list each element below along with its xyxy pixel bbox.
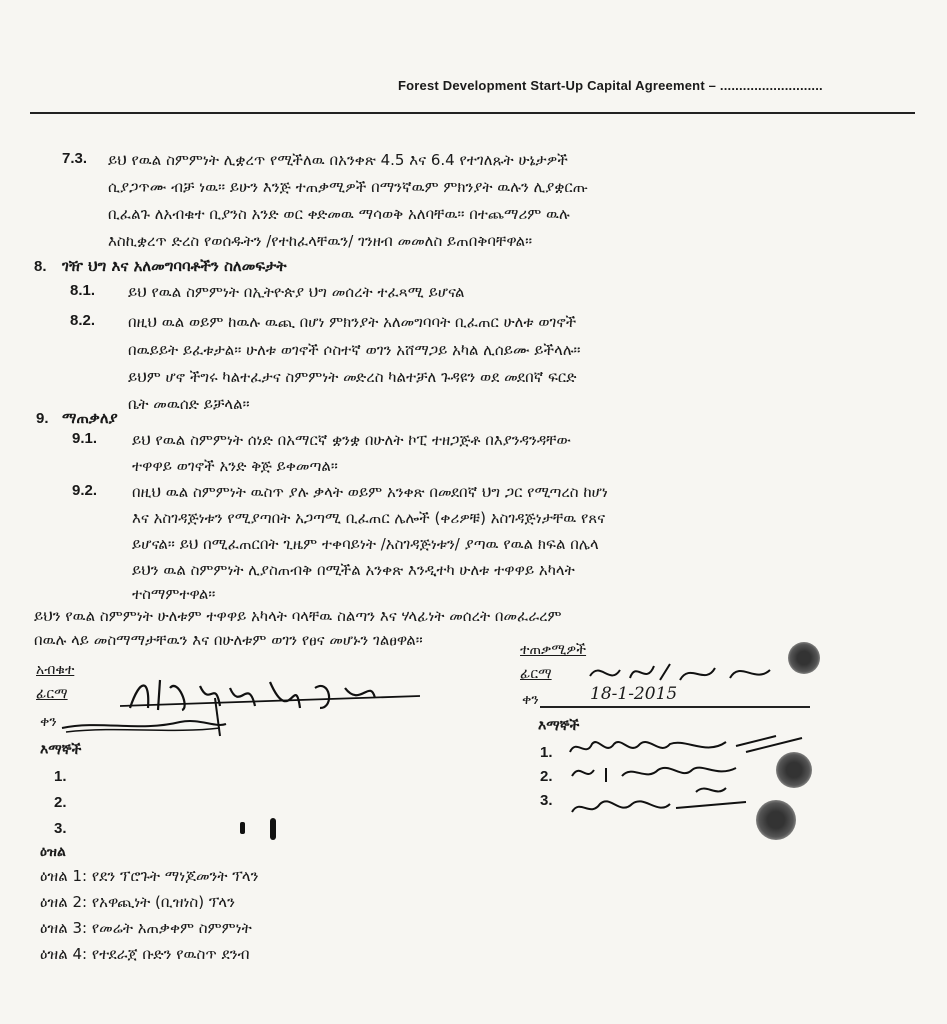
clause-number-9-2: 9.2. <box>72 482 98 499</box>
annex-item: ዕዝል 4: የተደራጀ ቡድን የዉስጥ ደንብ <box>40 945 250 963</box>
ink-mark <box>270 818 276 840</box>
clause-number-8-1: 8.1. <box>70 282 96 299</box>
clause-8-2-line: ቤት መዉሰድ ይቻላል። <box>128 395 250 413</box>
right-date-value: 18-1-2015 <box>590 684 678 704</box>
annex-item: ዕዝል 3: የመሬት አጠቃቀም ስምምነት <box>40 919 252 937</box>
clause-9-1-line: ይህ የዉል ስምምነት ሰነድ በአማርኛ ቋንቋ በሁለት ኮፒ ተዘጋጅቶ በእያንዳንዳቸው <box>132 431 571 449</box>
annex-item: ዕዝል 2: የአዋጪነት (ቢዝነስ) ፕላን <box>40 893 235 911</box>
right-date-label: ቀን <box>522 692 539 708</box>
section-number-9: 9. <box>36 410 49 427</box>
left-witness-number: 1. <box>54 768 67 785</box>
clause-8-1-line: ይህ የዉል ስምምነት በኢትዮጵያ ህግ መሰረት ተፈጻሚ ይሆናል <box>128 283 465 301</box>
section-8-heading: ገዥ ህግ እና አለመግባባቶችን ስለመፍታት <box>62 257 287 275</box>
stamp-mark <box>756 800 796 840</box>
section-number-8: 8. <box>34 258 47 275</box>
ink-mark <box>240 822 245 834</box>
left-witness-number: 2. <box>54 794 67 811</box>
clause-number-7-3: 7.3. <box>62 150 88 167</box>
left-witnesses-label: እማኞች <box>40 742 82 758</box>
right-witness-number: 1. <box>540 744 553 761</box>
left-party-label: አብቁተ <box>36 662 75 678</box>
left-date-label: ቀን <box>40 714 57 730</box>
clause-9-2-line: ይህን ዉል ስምምነት ሊያስጠብቅ በሚችል አንቀጽ እንዲተካ ሁለቱ ተዋዋይ አካላት <box>132 561 575 579</box>
document-header-title: Forest Development Start-Up Capital Agreement – ........................... <box>398 78 823 93</box>
stamp-mark <box>776 752 812 788</box>
right-witnesses-label: እማኞች <box>538 718 580 734</box>
clause-7-3-line: ቢፈልጉ ለአብቁተ ቢያንስ አንድ ወር ቀድመዉ ማሳወቅ አለባቸዉ። በተጨማሪም ዉሉ <box>108 205 570 223</box>
clause-9-2-line: ይሆናል። ይህ በሚፈጠርበት ጊዜም ተቀባይነት /አስገዳጅነቱን/ ያጣዉ የዉል ክፍል በሌላ <box>132 535 599 553</box>
header-rule <box>30 112 915 114</box>
clause-9-2-line: እና አስገዳጅነቱን የሚያጣበት አጋጣሚ ቢፈጠር ሌሎች (ቀሪዎቹ) አስገዳጅነታቸዉ የጸና <box>132 509 606 527</box>
annex-heading: ዕዝል <box>40 844 66 860</box>
right-sign-label: ፊርማ <box>520 666 552 682</box>
left-date-scribble <box>60 714 230 738</box>
closing-line: ይህን የዉል ስምምነት ሁለቱም ተዋዋይ አካላት ባላቸዉ ስልጣን እና ሃላፊነት መሰረት በመፈራረም <box>34 607 562 625</box>
left-witness-number: 3. <box>54 820 67 837</box>
right-party-label: ተጠቃሚዎች <box>520 642 587 658</box>
clause-7-3-line: እስኪቋረጥ ድረስ የወሰዱትን /የተከፈላቸዉን/ ገንዘብ መመለስ ይጠበቅባቸዋል። <box>108 232 533 250</box>
clause-7-3-line: ይህ የዉል ስምምነት ሊቋረጥ የሚችለዉ በአንቀጽ 4.5 እና 6.4 የተገለጹት ሁኔታዎች <box>108 151 568 169</box>
annex-item: ዕዝል 1: የደን ፕሮጉት ማነጆመንት ፕላን <box>40 867 259 885</box>
clause-8-2-line: ይህም ሆኖ ችግሩ ካልተፈታና ስምምነት መድረስ ካልተቻለ ጉዳዩን ወደ መደበኛ ፍርድ <box>128 368 577 386</box>
clause-7-3-line: ሲያጋጥሙ ብቻ ነዉ። ይሁን እንጅ ተጠቃሚዎች በማንኛዉም ምክንያት ዉሉን ሊያቋርጡ <box>108 178 588 196</box>
closing-line: በዉሉ ላይ መስማማታቸዉን እና በሁለቱም ወገን የፀና መሆኑን ገልፀዋል። <box>34 631 423 649</box>
right-date-rule <box>540 706 810 708</box>
stamp-mark <box>788 642 820 674</box>
left-sign-label: ፊርማ <box>36 686 68 702</box>
section-9-heading: ማጠቃለያ <box>62 409 118 427</box>
clause-number-8-2: 8.2. <box>70 312 96 329</box>
clause-8-2-line: በዚህ ዉል ወይም ከዉሉ ዉጪ በሆነ ምክንያት አለመግባባት ቢፈጠር ሁለቱ ወገኖች <box>128 313 577 331</box>
right-witness-number: 2. <box>540 768 553 785</box>
clause-9-2-line: ተስማምተዋል። <box>132 585 216 603</box>
right-witness-number: 3. <box>540 792 553 809</box>
clause-9-2-line: በዚህ ዉል ስምምነት ዉስጥ ያሉ ቃላት ወይም አንቀጽ በመደበኛ ህግ ጋር የሚጣረስ ከሆነ <box>132 483 608 501</box>
clause-number-9-1: 9.1. <box>72 430 98 447</box>
clause-8-2-line: በዉይይት ይፈቱታል። ሁለቱ ወገኖች ሶስተኛ ወገን አሸማጋይ አካል ሊሰይሙ ይችላሉ። <box>128 341 581 359</box>
clause-9-1-line: ተዋዋይ ወገኖች አንድ ቅጅ ይቀመጣል። <box>132 457 338 475</box>
